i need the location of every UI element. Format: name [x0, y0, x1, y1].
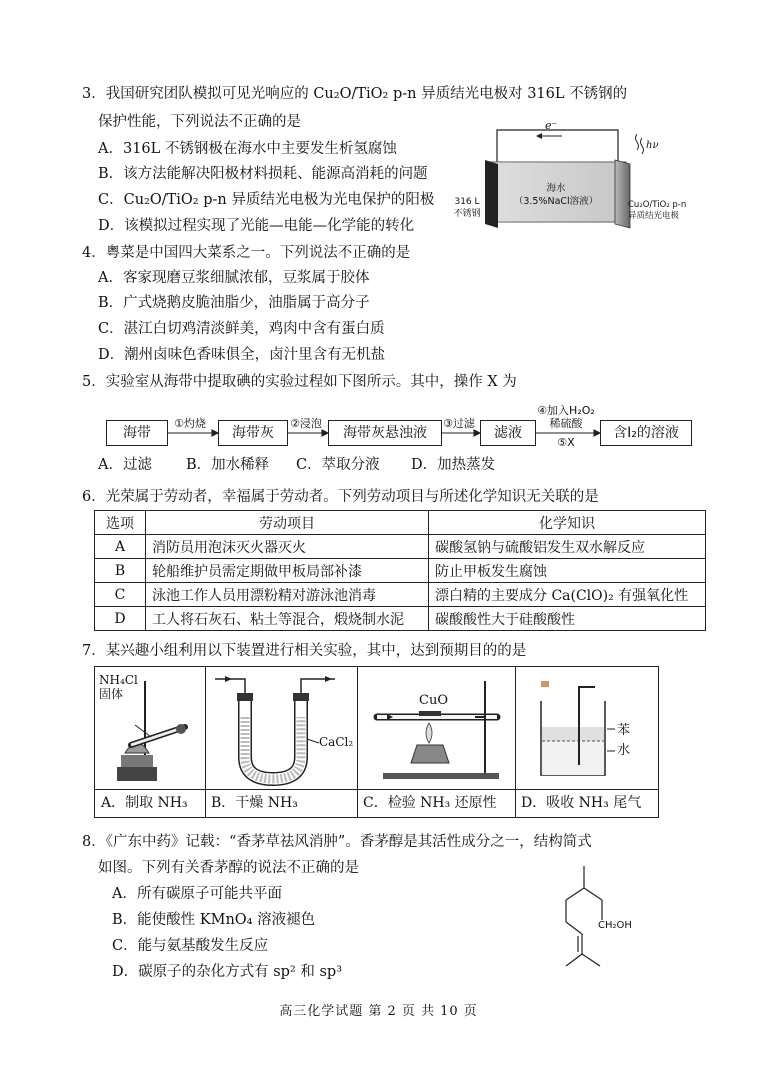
flow-box-ash: 海带灰 [218, 420, 288, 446]
q8-option-b: B．能使酸性 KMnO₄ 溶液褪色 [112, 912, 316, 928]
q3-stem-line2: 保护性能，下列说法不正确的是 [98, 114, 301, 130]
right-electrode-line2: 异质结光电极 [628, 211, 680, 221]
q7-stem: 7．某兴趣小组利用以下装置进行相关实验，其中，达到预期目的的是 [82, 643, 527, 659]
q6-table [94, 510, 706, 631]
citronellol-structure [548, 858, 648, 978]
q8-option-c: C．能与氨基酸发生反应 [112, 938, 269, 954]
light-label: hν [646, 140, 659, 151]
row-c-option: C [95, 583, 146, 607]
flow-box-suspension: 海带灰悬浊液 [328, 420, 442, 446]
left-electrode-label [450, 196, 484, 220]
row-b-labor: 轮船维护员需定期做甲板局部补漆 [146, 559, 429, 583]
solution-line2: （3.5%NaCl溶液） [513, 196, 599, 207]
q7-panel-c [357, 667, 516, 817]
q5-option-c: C．萃取分液 [296, 457, 380, 473]
ch2oh-label: CH₂OH [598, 920, 632, 931]
q7-caption-d: D．吸收 NH₃ 尾气 [515, 789, 658, 817]
left-electrode-line1: 316 L [454, 197, 480, 207]
q7d-water-label: 水 [617, 743, 631, 758]
q6-stem: 6．光荣属于劳动者，幸福属于劳动者。下列劳动项目与所述化学知识无关联的是 [82, 489, 599, 505]
q3-option-a: A．316L 不锈钢极在海水中主要发生析氢腐蚀 [98, 141, 397, 157]
q7a-reagent-line1: NH₄Cl [99, 673, 138, 687]
row-c-labor: 泳池工作人员用漂粉精对游泳池消毒 [146, 583, 429, 607]
skeletal-formula [548, 858, 648, 978]
q7a-reagent-label [99, 673, 138, 701]
step-4-label: ④加入H₂O₂ [537, 404, 595, 417]
q7-caption-c: C．检验 NH₃ 还原性 [357, 789, 515, 817]
q7-caption-a: A．制取 NH₃ [95, 789, 205, 817]
cuo-reduction-apparatus [357, 667, 515, 790]
flow-box-filtrate: 滤液 [480, 420, 536, 446]
table-row [95, 535, 706, 559]
row-a-option: A [95, 535, 146, 559]
q7a-reagent-line2: 固体 [99, 687, 124, 701]
q7-panel-d [515, 667, 658, 817]
q5-flowchart [104, 406, 704, 456]
row-d-chem: 碳酸酸性大于硅酸酸性 [429, 607, 706, 631]
q7b-reagent-label: CaCl₂ [319, 735, 354, 749]
q8-stem-line1: 8．《广东中药》记载：“香茅草祛风消肿”。香茅醇是其活性成分之一，结构简式 [82, 834, 592, 850]
q3-option-c: C．Cu₂O/TiO₂ p-n 异质结光电极为光电保护的阳极 [98, 192, 435, 208]
header-chem: 化学知识 [429, 511, 706, 535]
q4-option-c: C．湛江白切鸡清淡鲜美，鸡肉中含有蛋白质 [98, 321, 385, 337]
table-row [95, 559, 706, 583]
q4-option-d: D．潮州卤味色香味俱全，卤汁里含有无机盐 [98, 347, 386, 363]
row-d-option: D [95, 607, 146, 631]
solution-label [500, 182, 612, 208]
photoelectrode-diagram [450, 120, 680, 240]
q7-panel-b [205, 667, 358, 817]
right-electrode-line1: Cu₂O/TiO₂ p-n [628, 200, 687, 210]
q7c-reagent-label: CuO [419, 693, 448, 708]
table-row [95, 583, 706, 607]
q5-option-a: A．过滤 [98, 457, 152, 473]
q7-apparatus-panel [94, 666, 659, 818]
table-header-row [95, 511, 706, 535]
left-electrode-line2: 不锈钢 [453, 209, 481, 219]
step-5-label: ⑤X [557, 436, 575, 449]
step-4-acid-label: 稀硫酸 [549, 417, 583, 430]
flow-box-kelp: 海带 [106, 420, 168, 446]
right-electrode-label [628, 200, 686, 222]
electron-label: e⁻ [545, 119, 558, 132]
q5-stem: 5．实验室从海带中提取碘的实验过程如下图所示。其中，操作 X 为 [82, 374, 517, 390]
solution-line1: 海水 [546, 183, 566, 194]
q3-stem-line1: 3．我国研究团队模拟可见光响应的 Cu₂O/TiO₂ p-n 异质结光电极对 316L 不锈钢的 [82, 86, 628, 102]
header-option: 选项 [95, 511, 146, 535]
page-footer: 高三化学试题 第 2 页 共 10 页 [279, 1004, 478, 1019]
q4-stem: 4．粤菜是中国四大菜系之一。下列说法不正确的是 [82, 245, 411, 261]
header-labor: 劳动项目 [146, 511, 429, 535]
row-d-labor: 工人将石灰石、粘土等混合，煅烧制水泥 [146, 607, 429, 631]
row-b-option: B [95, 559, 146, 583]
q7-caption-b: B．干燥 NH₃ [205, 789, 357, 817]
q3-option-b: B．该方法能解决阳极材料损耗、能源高消耗的问题 [98, 166, 428, 182]
row-c-chem: 漂白精的主要成分 Ca(ClO)₂ 有强氧化性 [429, 583, 706, 607]
q3-option-d: D．该模拟过程实现了光能—电能—化学能的转化 [98, 218, 415, 234]
tail-gas-absorption-apparatus [515, 667, 658, 790]
step-2-label: ②浸泡 [290, 417, 322, 430]
q8-stem-line2: 如图。下列有关香茅醇的说法不正确的是 [98, 860, 359, 876]
table-row [95, 607, 706, 631]
row-a-labor: 消防员用泡沫灭火器灭火 [146, 535, 429, 559]
q8-option-d: D．碳原子的杂化方式有 sp² 和 sp³ [112, 964, 343, 980]
q3-electrode-figure [450, 119, 687, 240]
step-3-label: ③过滤 [443, 417, 475, 430]
q4-option-b: B．广式烧鹅皮脆油脂少，油脂属于高分子 [98, 295, 370, 311]
q5-option-b: B．加水稀释 [186, 457, 270, 473]
u-tube-drying-apparatus [205, 667, 357, 790]
q7d-reagent-label [617, 721, 630, 761]
flow-box-iodine-solution: 含I₂的溶液 [600, 420, 692, 446]
row-a-chem: 碳酸氢钠与硫酸铝发生双水解反应 [429, 535, 706, 559]
q5-option-d: D．加热蒸发 [411, 457, 496, 473]
q7d-benzene-label: 苯 [617, 723, 631, 738]
step-1-label: ①灼烧 [174, 417, 206, 430]
q8-option-a: A．所有碳原子可能共平面 [112, 886, 282, 902]
q4-option-a: A．客家现磨豆浆细腻浓郁，豆浆属于胶体 [98, 270, 370, 286]
q7-panel-a [95, 667, 206, 817]
row-b-chem: 防止甲板发生腐蚀 [429, 559, 706, 583]
